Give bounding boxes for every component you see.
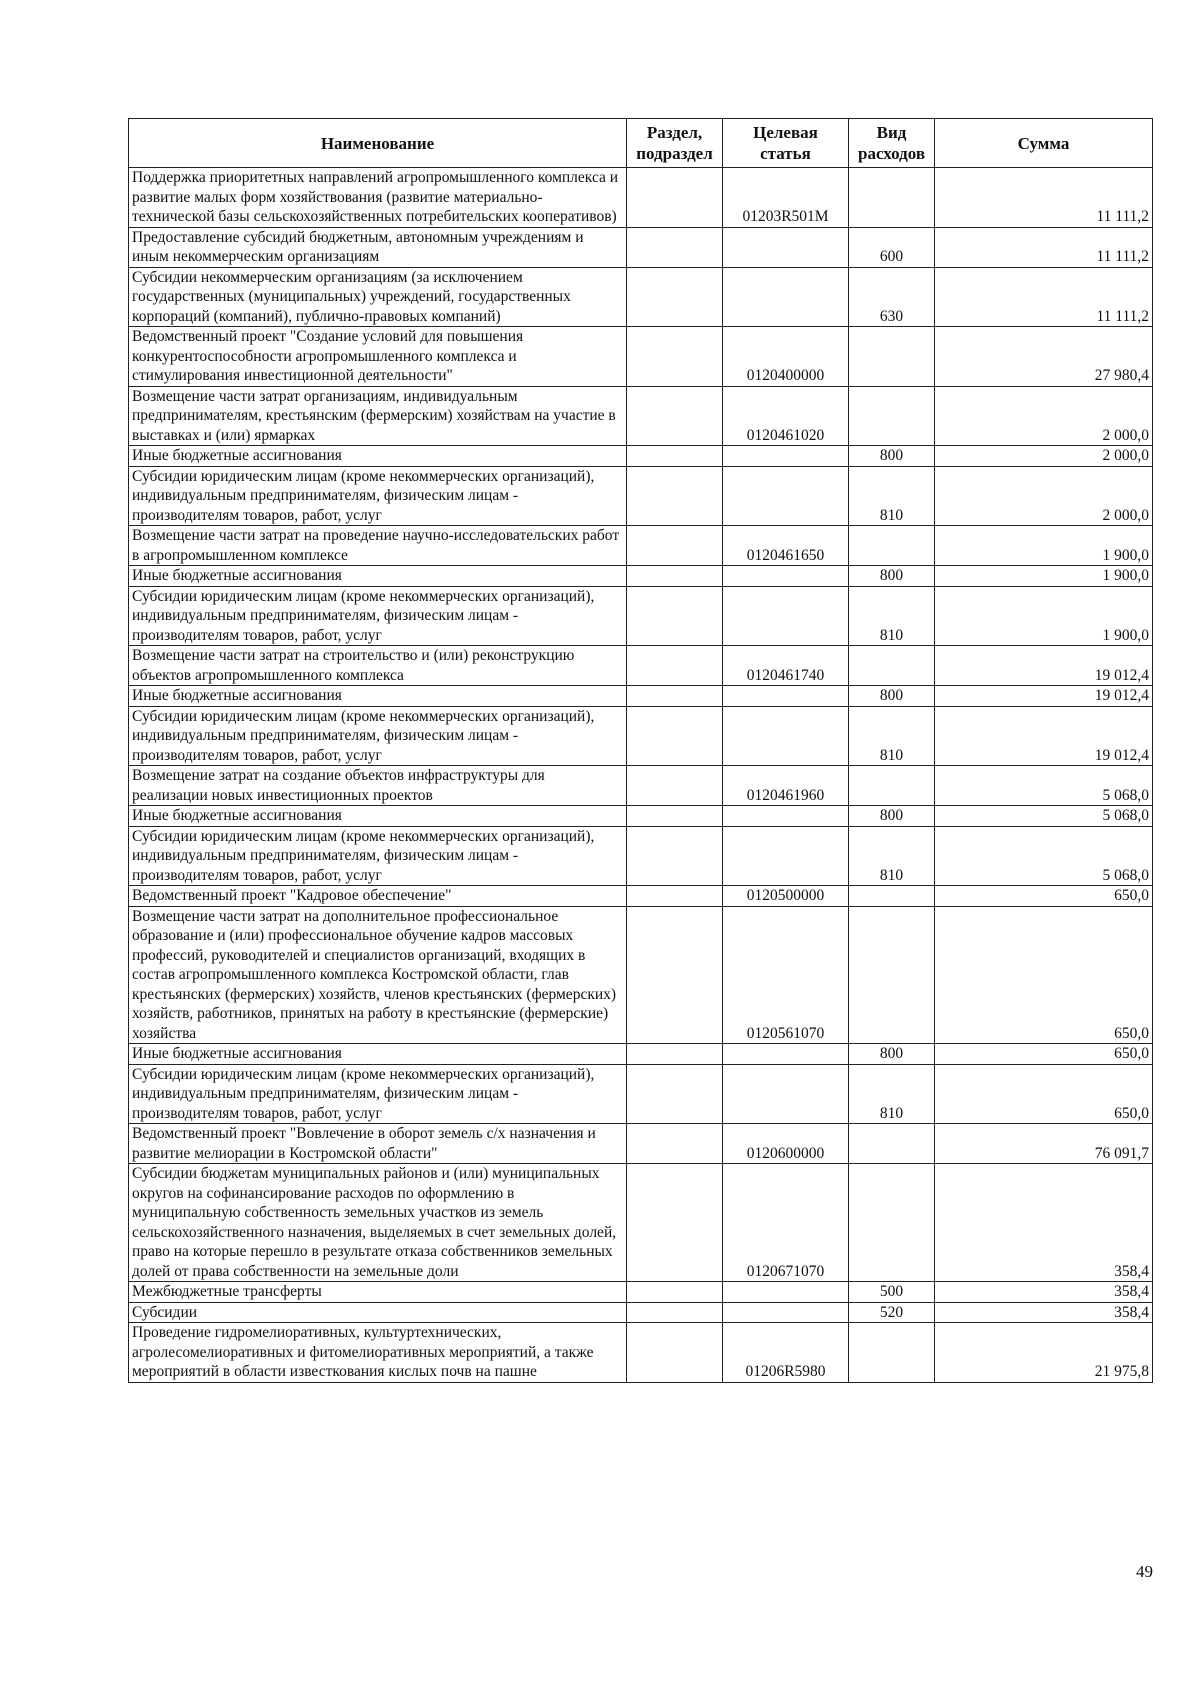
row-target [723,806,849,827]
row-name: Ведомственный проект "Вовлечение в оборот земель с/х назначения и развитие мелиорации в Костромской области" [129,1124,627,1164]
table-row [129,766,1153,806]
row-type: 810 [849,706,935,766]
row-type [849,526,935,566]
row-sum: 5 068,0 [935,766,1153,806]
row-name: Иные бюджетные ассигнования [129,806,627,827]
row-sum: 21 975,8 [935,1323,1153,1383]
row-name: Иные бюджетные ассигнования [129,566,627,587]
row-sum: 19 012,4 [935,706,1153,766]
row-target: 0120461740 [723,646,849,686]
row-type [849,886,935,907]
table-row [129,586,1153,646]
row-target: 01206R5980 [723,1323,849,1383]
row-sum: 358,4 [935,1302,1153,1323]
table-row [129,386,1153,446]
row-section [627,566,723,587]
row-target [723,826,849,886]
row-target [723,446,849,467]
row-name: Субсидии юридическим лицам (кроме некоммерческих организаций), индивидуальным предпринимателям, физическим лицам - производителям товаров, работ, услуг [129,826,627,886]
row-target: 0120461960 [723,766,849,806]
table-row [129,886,1153,907]
row-sum: 19 012,4 [935,646,1153,686]
row-target: 0120461020 [723,386,849,446]
row-target: 0120400000 [723,327,849,387]
row-type: 800 [849,686,935,707]
row-name: Проведение гидромелиоративных, культуртехнических, агролесомелиоративных и фитомелиоративных мероприятий, а также мероприятий в области известкования кислых почв на пашне [129,1323,627,1383]
row-section [627,766,723,806]
table-row [129,168,1153,228]
row-section [627,1323,723,1383]
table-row [129,1044,1153,1065]
row-section [627,1302,723,1323]
table-row [129,1124,1153,1164]
page-number: 49 [1136,1562,1153,1581]
row-section [627,1282,723,1303]
row-name: Субсидии юридическим лицам (кроме некоммерческих организаций), индивидуальным предпринимателям, физическим лицам - производителям товаров, работ, услуг [129,466,627,526]
row-section [627,806,723,827]
row-section [627,327,723,387]
row-type: 810 [849,466,935,526]
row-section [627,686,723,707]
row-sum: 358,4 [935,1282,1153,1303]
row-type: 800 [849,1044,935,1065]
row-section [627,526,723,566]
row-section [627,826,723,886]
table-row [129,906,1153,1044]
row-type: 500 [849,1282,935,1303]
row-section [627,1124,723,1164]
row-sum: 11 111,2 [935,227,1153,267]
row-sum: 2 000,0 [935,386,1153,446]
row-section [627,168,723,228]
row-section [627,1064,723,1124]
table-row [129,1282,1153,1303]
budget-table [128,118,1153,1383]
row-section [627,1044,723,1065]
row-name: Субсидии юридическим лицам (кроме некоммерческих организаций), индивидуальным предпринимателям, физическим лицам - производителям товаров, работ, услуг [129,586,627,646]
row-sum: 1 900,0 [935,526,1153,566]
row-section [627,386,723,446]
row-target [723,1302,849,1323]
row-sum: 650,0 [935,886,1153,907]
row-target [723,686,849,707]
row-sum: 2 000,0 [935,446,1153,467]
row-type: 520 [849,1302,935,1323]
row-name: Субсидии юридическим лицам (кроме некоммерческих организаций), индивидуальным предпринимателям, физическим лицам - производителям товаров, работ, услуг [129,1064,627,1124]
row-name: Субсидии [129,1302,627,1323]
table-row [129,526,1153,566]
row-section [627,267,723,327]
row-target [723,267,849,327]
row-sum: 650,0 [935,906,1153,1044]
row-sum: 11 111,2 [935,168,1153,228]
table-row [129,1323,1153,1383]
table-header-row [129,119,1153,168]
row-sum: 650,0 [935,1044,1153,1065]
table-row [129,466,1153,526]
row-name: Иные бюджетные ассигнования [129,446,627,467]
header-sum: Сумма [935,119,1153,168]
row-type [849,1164,935,1282]
table-row [129,1064,1153,1124]
row-sum: 2 000,0 [935,466,1153,526]
table-row [129,646,1153,686]
row-name: Иные бюджетные ассигнования [129,686,627,707]
row-target [723,586,849,646]
table-row [129,227,1153,267]
row-type: 810 [849,1064,935,1124]
table-row [129,686,1153,707]
table-row [129,1164,1153,1282]
row-target: 0120600000 [723,1124,849,1164]
row-sum: 358,4 [935,1164,1153,1282]
row-type: 600 [849,227,935,267]
row-sum: 650,0 [935,1064,1153,1124]
row-type [849,386,935,446]
row-type: 630 [849,267,935,327]
row-type [849,646,935,686]
row-target: 0120461650 [723,526,849,566]
row-type [849,168,935,228]
row-sum: 76 091,7 [935,1124,1153,1164]
row-section [627,466,723,526]
row-type: 800 [849,446,935,467]
row-type [849,906,935,1044]
row-target [723,1064,849,1124]
row-name: Межбюджетные трансферты [129,1282,627,1303]
row-name: Возмещение части затрат на строительство и (или) реконструкцию объектов агропромышленного комплекса [129,646,627,686]
row-name: Ведомственный проект "Создание условий для повышения конкурентоспособности агропромышленного комплекса и стимулирования инвестиционной деятельности" [129,327,627,387]
row-name: Поддержка приоритетных направлений агропромышленного комплекса и развитие малых форм хозяйствования (развитие материально-технической базы сельскохозяйственных потребительских кооперативов) [129,168,627,228]
row-name: Возмещение части затрат на проведение научно-исследовательских работ в агропромышленном комплексе [129,526,627,566]
row-target: 01203R501M [723,168,849,228]
row-target: 0120500000 [723,886,849,907]
row-name: Возмещение части затрат на дополнительное профессиональное образование и (или) профессиональное обучение кадров массовых профессий, руководителей и специалистов организаций, входящих в состав агропромышленного комплекса Костромской области, глав крестьянских (фермерских) хозяйств, членов крестьянских (фермерских) хозяйств, работников, принятых на работу в крестьянские (фермерские) хозяйства [129,906,627,1044]
table-body [129,168,1153,1383]
row-type [849,327,935,387]
row-section [627,706,723,766]
row-target [723,466,849,526]
row-type [849,766,935,806]
row-sum: 19 012,4 [935,686,1153,707]
row-section [627,906,723,1044]
row-name: Иные бюджетные ассигнования [129,1044,627,1065]
table-row [129,826,1153,886]
table-row [129,706,1153,766]
header-name: Наименование [129,119,627,168]
row-type: 800 [849,806,935,827]
row-target [723,1044,849,1065]
table-row [129,806,1153,827]
row-name: Субсидии бюджетам муниципальных районов и (или) муниципальных округов на софинансирование расходов по оформлению в муниципальную собственность земельных участков из земель сельскохозяйственного назначения, выделяемых в счет земельных долей, право на которые перешло в результате отказа собственников земельных долей от права собственности на земельные доли [129,1164,627,1282]
row-target: 0120561070 [723,906,849,1044]
row-type: 810 [849,586,935,646]
row-target: 0120671070 [723,1164,849,1282]
row-type [849,1323,935,1383]
row-name: Возмещение затрат на создание объектов инфраструктуры для реализации новых инвестиционных проектов [129,766,627,806]
row-sum: 5 068,0 [935,826,1153,886]
header-type: Вид расходов [849,119,935,168]
table-row [129,566,1153,587]
row-target [723,566,849,587]
row-section [627,886,723,907]
header-target: Целевая статья [723,119,849,168]
header-section: Раздел, подраздел [627,119,723,168]
row-type: 800 [849,566,935,587]
row-name: Субсидии юридическим лицам (кроме некоммерческих организаций), индивидуальным предпринимателям, физическим лицам - производителям товаров, работ, услуг [129,706,627,766]
row-sum: 5 068,0 [935,806,1153,827]
row-section [627,227,723,267]
row-sum: 1 900,0 [935,566,1153,587]
row-type [849,1124,935,1164]
row-target [723,706,849,766]
table-row [129,327,1153,387]
row-type: 810 [849,826,935,886]
row-name: Возмещение части затрат организациям, индивидуальным предпринимателям, крестьянским (фермерским) хозяйствам на участие в выставках и (или) ярмарках [129,386,627,446]
row-name: Ведомственный проект "Кадровое обеспечение" [129,886,627,907]
row-section [627,446,723,467]
row-name: Предоставление субсидий бюджетным, автономным учреждениям и иным некоммерческим организациям [129,227,627,267]
row-sum: 11 111,2 [935,267,1153,327]
row-target [723,1282,849,1303]
row-section [627,586,723,646]
row-section [627,646,723,686]
table-row [129,267,1153,327]
table-row [129,1302,1153,1323]
row-sum: 27 980,4 [935,327,1153,387]
row-section [627,1164,723,1282]
row-sum: 1 900,0 [935,586,1153,646]
row-target [723,227,849,267]
row-name: Субсидии некоммерческим организациям (за исключением государственных (муниципальных) учреждений, государственных корпораций (компаний), публично-правовых компаний) [129,267,627,327]
table-row [129,446,1153,467]
